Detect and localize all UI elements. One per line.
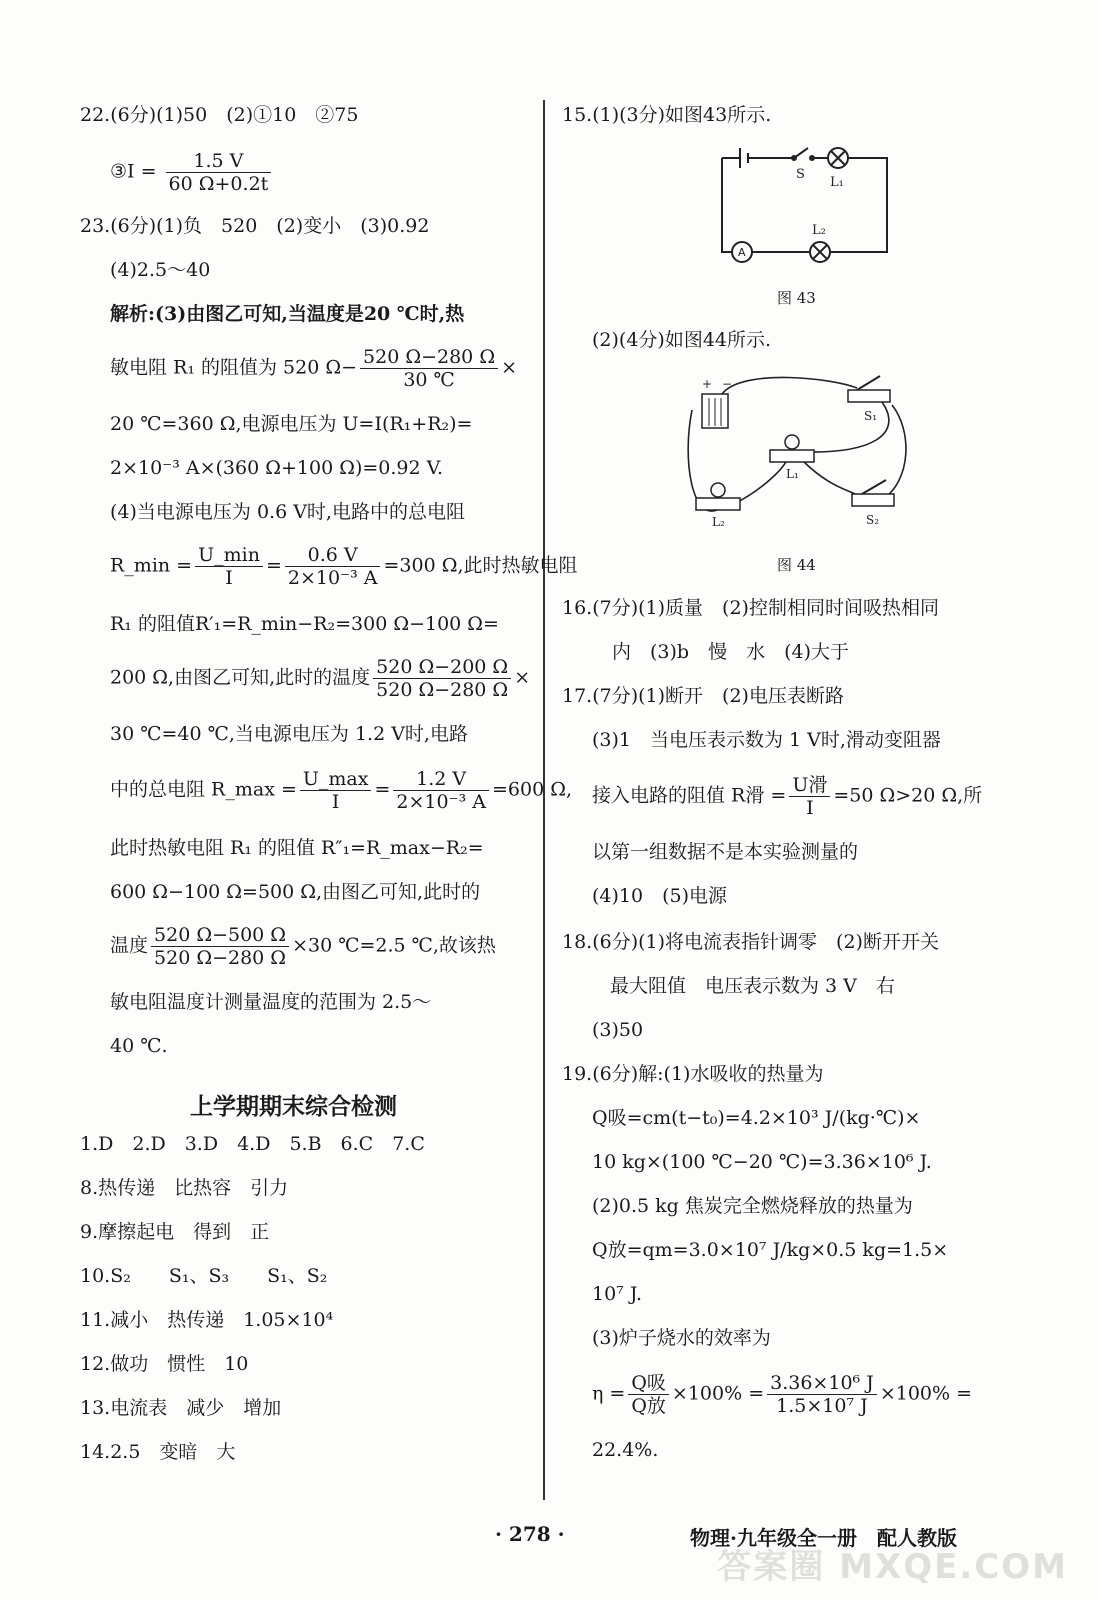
- den: 520 Ω−280 Ω: [376, 679, 509, 701]
- text: R_min =: [110, 554, 193, 577]
- den: I: [331, 791, 340, 813]
- den: Q放: [631, 1395, 666, 1417]
- q16-line1: 16.(7分)(1)质量 (2)控制相同时间吸热相同: [562, 597, 939, 619]
- analysis-line: R₁ 的阻值R′₁=R_min−R₂=300 Ω−100 Ω=: [110, 613, 499, 635]
- analysis-line: [110, 656, 530, 701]
- watermark: 答案圈 MXQE.COM: [717, 1547, 1068, 1587]
- fig44-s2-label: S₂: [866, 513, 880, 527]
- analysis-line: 2×10⁻³ A×(360 Ω+100 Ω)=0.92 V.: [110, 457, 444, 479]
- q23-answer: 23.(6分)(1)负 520 (2)变小 (3)0.92: [80, 215, 430, 237]
- den: 2×10⁻³ A: [287, 567, 378, 589]
- text: 温度: [110, 934, 149, 957]
- text: 敏电阻 R₁ 的阻值为 520 Ω−: [110, 356, 358, 379]
- num: 1.2 V: [393, 768, 489, 791]
- text: ×100% =: [879, 1382, 973, 1405]
- fraction: [285, 544, 381, 589]
- q22-formula: [110, 150, 274, 195]
- q22-prefix: ③I =: [110, 160, 157, 183]
- num: 3.36×10⁶ J: [767, 1372, 877, 1395]
- answer-11: 11.减小 热传递 1.05×10⁴: [80, 1309, 334, 1331]
- q19-result: 22.4%.: [592, 1439, 659, 1461]
- section-heading: 上学期期末综合检测: [190, 1093, 397, 1120]
- text: ×30 ℃=2.5 ℃,故该热: [292, 934, 496, 957]
- q18-line3: (3)50: [592, 1019, 644, 1041]
- text: 中的总电阻 R_max =: [110, 778, 297, 801]
- mc-answers: 1.D 2.D 3.D 4.D 5.B 6.C 7.C: [80, 1133, 425, 1155]
- q15-part1: 15.(1)(3分)如图43所示.: [562, 104, 772, 126]
- analysis-line: 解析:(3)由图乙可知,当温度是20 ℃时,热: [110, 303, 465, 325]
- num: 520 Ω−280 Ω: [360, 346, 498, 369]
- figure-43-circuit: [712, 140, 912, 270]
- text: =600 Ω,: [491, 778, 572, 801]
- fraction: [373, 656, 511, 701]
- answer-9: 9.摩擦起电 得到 正: [80, 1221, 270, 1243]
- analysis-line: 中的总电阻 R_max = $\frac{U\_\max}{I}$ = $\frac{1.2 V}{\text{2×10⁻³ A}}$ =600 Ω,: [110, 768, 572, 813]
- analysis-line: 40 ℃.: [110, 1035, 168, 1057]
- num: 0.6 V: [285, 544, 381, 567]
- figure-44-circuit: [682, 370, 922, 530]
- analysis-line: R_min = $\frac{U\_\min}{I}$ = $\frac{0.6 V}{\text{2×10⁻³ A}}$ =300 Ω,此时热敏电阻: [110, 544, 578, 589]
- q18-line2: 最大阻值 电压表示数为 3 V 右: [610, 975, 895, 997]
- analysis-line: 600 Ω−100 Ω=500 Ω,由图乙可知,此时的: [110, 881, 481, 903]
- q17-line2: (3)1 当电压表示数为 1 V时,滑动变阻器: [592, 729, 941, 751]
- q17-line5: (4)10 (5)电源: [592, 885, 728, 907]
- svg-text:+: +: [702, 377, 713, 391]
- fig44-l2-label: L₂: [712, 515, 725, 529]
- figure-43-caption: 图 43: [777, 289, 816, 307]
- num: U_max: [300, 768, 372, 791]
- analysis-line: 30 ℃=40 ℃,当电源电压为 1.2 V时,电路: [110, 723, 468, 745]
- text: η =: [592, 1382, 626, 1405]
- svg-text:−: −: [722, 377, 733, 391]
- switch-s2: [852, 494, 894, 506]
- fraction: [151, 924, 289, 969]
- lamp-l2: [696, 498, 740, 510]
- q22-fraction: [166, 150, 272, 195]
- fraction: [628, 1372, 669, 1417]
- fraction: [360, 346, 498, 391]
- book-title: 物理·九年级全一册 配人教版: [690, 1526, 957, 1550]
- fig44-l1-label: L₁: [786, 467, 799, 481]
- switch-s1: [848, 390, 890, 402]
- fig43-switch-label: S: [796, 167, 805, 182]
- den: 2×10⁻³ A: [396, 791, 486, 813]
- text: ×: [501, 356, 517, 379]
- answer-10: 10.S₂ S₁、S₃ S₁、S₂: [80, 1265, 328, 1287]
- fraction: [393, 768, 489, 813]
- q19-efficiency: [592, 1372, 972, 1417]
- text: =50 Ω>20 Ω,所: [833, 784, 983, 807]
- q23-part4: (4)2.5～40: [110, 259, 211, 281]
- analysis-line: 20 ℃=360 Ω,电源电压为 U=I(R₁+R₂)=: [110, 413, 473, 435]
- analysis-line: 敏电阻温度计测量温度的范围为 2.5～: [110, 991, 432, 1013]
- q17-line1: 17.(7分)(1)断开 (2)电压表断路: [562, 685, 844, 707]
- q19-line5: Q放=qm=3.0×10⁷ J/kg×0.5 kg=1.5×: [592, 1239, 949, 1261]
- num: U滑: [789, 774, 830, 797]
- q19-line6: 10⁷ J.: [592, 1283, 643, 1305]
- fraction: [300, 768, 372, 813]
- q17-line3: [592, 774, 982, 819]
- den: 30 ℃: [403, 369, 455, 391]
- text: ×100% =: [671, 1382, 765, 1405]
- q15-part2: (2)(4分)如图44所示.: [592, 329, 772, 351]
- q19-line1: 19.(6分)解:(1)水吸收的热量为: [562, 1063, 824, 1085]
- q19-line7: (3)炉子烧水的效率为: [592, 1327, 771, 1349]
- analysis-line: [110, 924, 496, 969]
- q22-num: 1.5 V: [166, 150, 272, 173]
- answer-14: 14.2.5 变暗 大: [80, 1441, 236, 1463]
- den: 520 Ω−280 Ω: [154, 947, 287, 969]
- ammeter-label: A: [738, 246, 746, 259]
- page-number: · 278 ·: [495, 1522, 565, 1546]
- q22-answer: 22.(6分)(1)50 (2)①10 ②75: [80, 104, 359, 126]
- analysis-line: (4)当电源电压为 0.6 V时,电路中的总电阻: [110, 501, 465, 523]
- analysis-line: [110, 346, 517, 391]
- text: 接入电路的阻值 R滑 =: [592, 784, 787, 807]
- analysis-line: 此时热敏电阻 R₁ 的阻值 R″₁=R_max−R₂=: [110, 837, 484, 859]
- q19-line4: (2)0.5 kg 焦炭完全燃烧释放的热量为: [592, 1195, 913, 1217]
- q17-line4: 以第一组数据不是本实验测量的: [592, 841, 859, 863]
- text: 200 Ω,由图乙可知,此时的温度: [110, 666, 371, 689]
- num: 520 Ω−200 Ω: [373, 656, 511, 679]
- answer-13: 13.电流表 减少 增加: [80, 1397, 282, 1419]
- q19-line2: Q吸=cm(t−t₀)=4.2×10³ J/(kg·℃)×: [592, 1107, 921, 1129]
- q18-line1: 18.(6分)(1)将电流表指针调零 (2)断开开关: [562, 931, 939, 953]
- answer-12: 12.做功 惯性 10: [80, 1353, 249, 1375]
- text: ×: [514, 666, 531, 689]
- answer-8: 8.热传递 比热容 引力: [80, 1177, 289, 1199]
- num: Q吸: [628, 1372, 669, 1395]
- fig43-l2-label: L₂: [812, 223, 826, 238]
- den: I: [225, 567, 233, 589]
- den: I: [806, 797, 814, 819]
- fig44-s1-label: S₁: [864, 409, 878, 423]
- num: 520 Ω−500 Ω: [151, 924, 289, 947]
- q22-den: 60 Ω+0.2t: [168, 173, 269, 195]
- fraction: [767, 1372, 877, 1417]
- lamp-l1: [770, 450, 814, 462]
- q19-line3: 10 kg×(100 ℃−20 ℃)=3.36×10⁶ J.: [592, 1151, 932, 1173]
- figure-44-caption: 图 44: [777, 556, 816, 574]
- fraction: [789, 774, 830, 819]
- fraction: [195, 544, 263, 589]
- den: 1.5×10⁷ J: [776, 1395, 868, 1417]
- text: =300 Ω,此时热敏电阻: [383, 554, 578, 577]
- q16-line2: 内 (3)b 慢 水 (4)大于: [612, 641, 849, 663]
- num: U_min: [195, 544, 263, 567]
- fig43-l1-label: L₁: [830, 175, 844, 190]
